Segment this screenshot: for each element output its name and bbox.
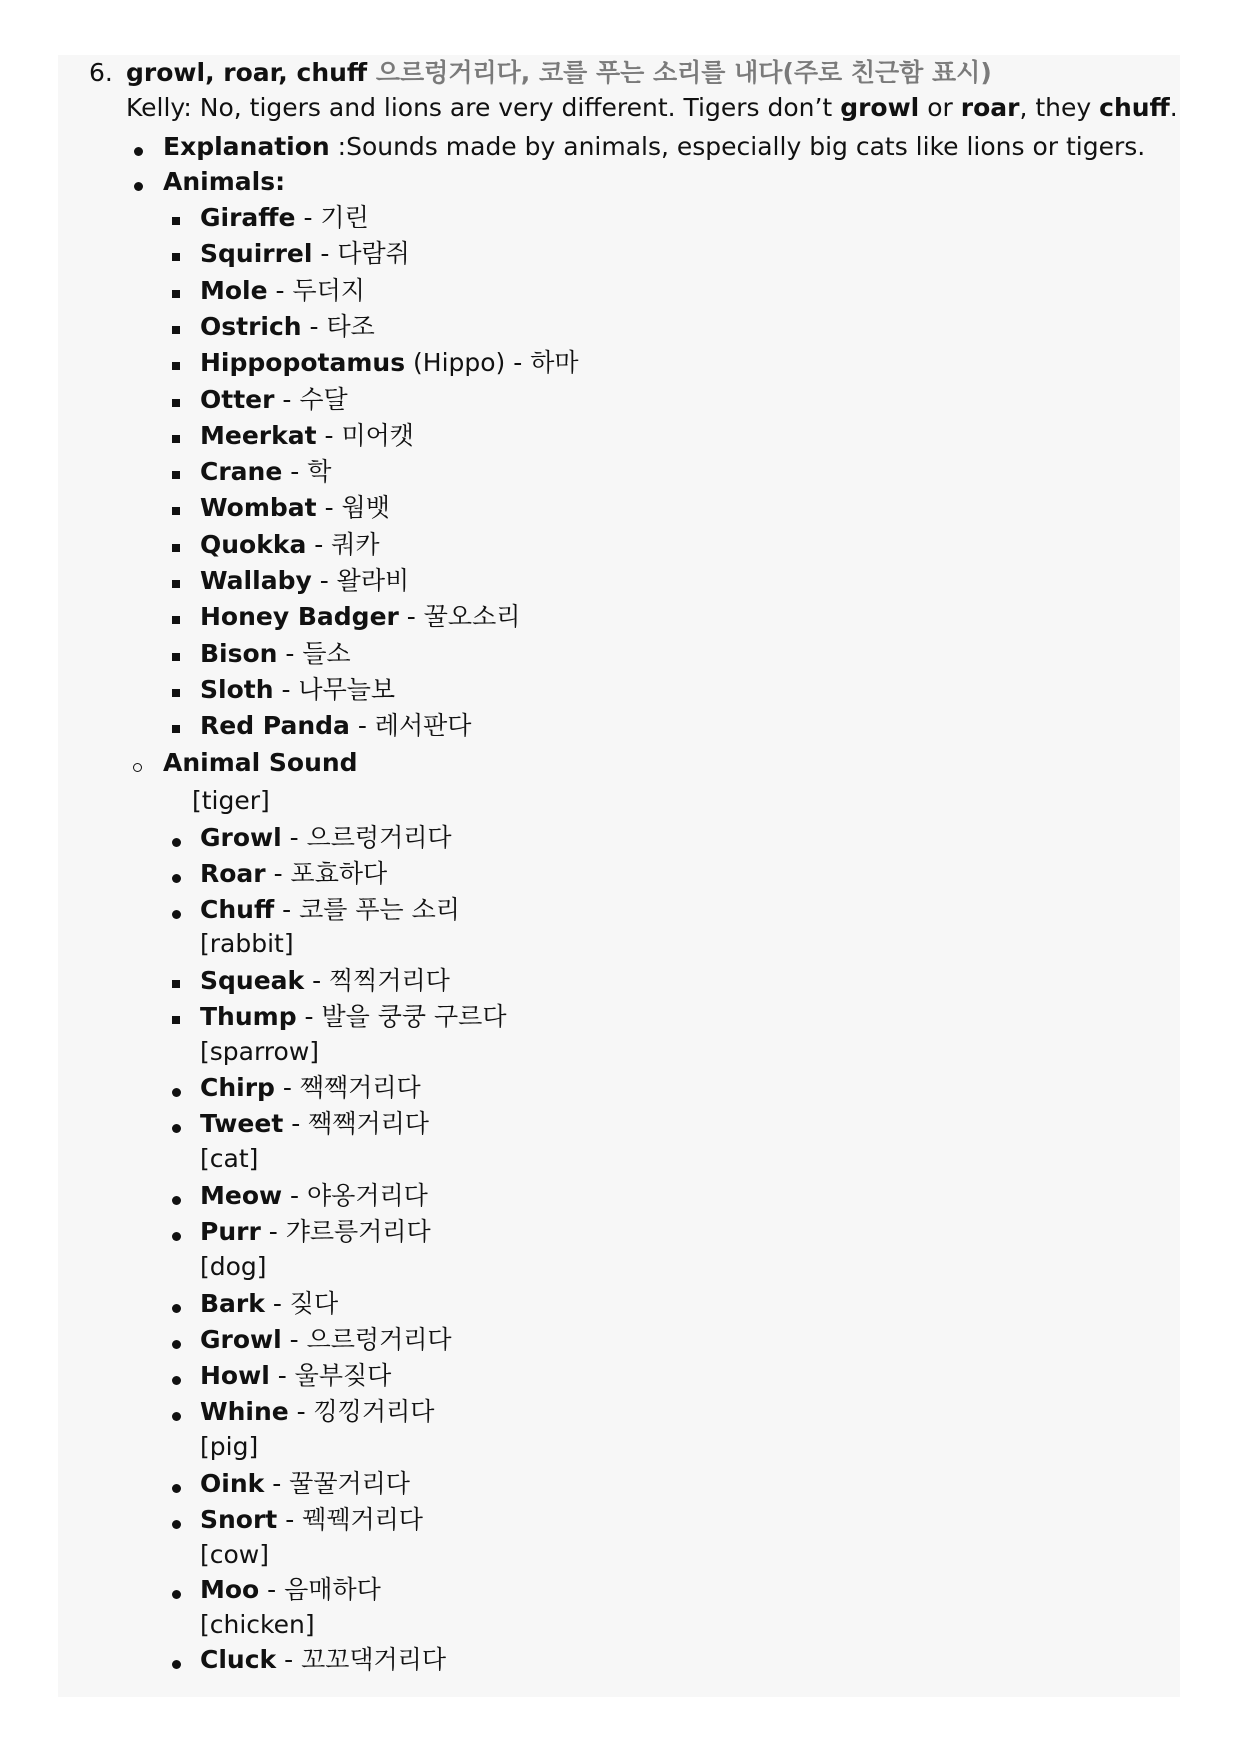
animal-name-ko: - 꿀오소리: [398, 602, 521, 631]
animal-list-item: [200, 312, 375, 342]
sound-ko: - 울부짖다: [269, 1361, 392, 1390]
bullet-square-icon: [172, 290, 180, 298]
animal-list-item: [200, 639, 351, 669]
bullet-dot-icon: [172, 1196, 181, 1205]
animal-name-ko: - 웜뱃: [316, 493, 390, 522]
sound-item-growl-dog: [200, 1325, 452, 1355]
animal-list-item: [200, 493, 390, 523]
sound-item-roar: [200, 859, 387, 889]
animal-name-en: Squirrel: [200, 239, 313, 268]
group-label-pig: [pig]: [200, 1432, 259, 1461]
animal-sound-label: Animal Sound: [163, 748, 358, 777]
sound-item-whine: [200, 1397, 434, 1427]
animal-name-en: Otter: [200, 385, 275, 414]
bullet-dot-icon: [172, 1376, 181, 1385]
sound-en: Purr: [200, 1217, 261, 1246]
bullet-dot-icon: [172, 1484, 181, 1493]
sound-item-chirp: [200, 1073, 421, 1103]
explanation-text: :Sounds made by animals, especially big cats like lions or tigers.: [329, 132, 1146, 161]
animal-name-en: Giraffe: [200, 203, 296, 232]
bullet-dot-icon: [172, 1124, 181, 1133]
animal-name-ko: - 미어캣: [316, 421, 414, 450]
animal-name-en: Mole: [200, 276, 268, 305]
animal-name-ko: - 왈라비: [311, 566, 410, 595]
sound-ko: - 으르렁거리다: [281, 823, 452, 852]
sound-item-thump: [200, 1002, 506, 1032]
sound-ko: - 꿱꿱거리다: [277, 1505, 423, 1534]
bullet-square-icon: [172, 217, 180, 225]
sound-ko: - 음매하다: [259, 1575, 381, 1604]
animal-name-en: Honey Badger: [200, 602, 399, 631]
sound-item-oink: [200, 1469, 410, 1499]
section-title-ko: 으르렁거리다, 코를 푸는 소리를 내다(주로 친근함 표시): [367, 58, 992, 87]
bullet-square-icon: [172, 507, 180, 515]
group-label-cow: [cow]: [200, 1540, 269, 1569]
group-label-rabbit: [rabbit]: [200, 929, 294, 958]
sound-en: Thump: [200, 1002, 297, 1031]
dialogue-text-2: or: [919, 93, 961, 122]
bullet-dot-icon: [172, 838, 181, 847]
explanation-label: Explanation: [163, 132, 330, 161]
sound-item-chuff: [200, 895, 460, 925]
animal-name-ko: - 두더지: [267, 276, 365, 305]
sound-en: Snort: [200, 1505, 278, 1534]
sound-en: Bark: [200, 1289, 265, 1318]
bullet-square-icon: [172, 980, 180, 988]
animal-name-en: Red Panda: [200, 711, 350, 740]
sound-en: Tweet: [200, 1109, 284, 1138]
animal-name-ko: - 들소: [277, 639, 351, 668]
animal-name-ko: - 다람쥐: [312, 239, 410, 268]
sound-item-bark: [200, 1289, 338, 1319]
animal-list-item: [200, 203, 369, 233]
bullet-dot-icon: [172, 1340, 181, 1349]
bullet-square-icon: [172, 544, 180, 552]
sound-ko: - 꼬꼬댁거리다: [276, 1645, 446, 1674]
group-label-tiger: [tiger]: [192, 786, 270, 815]
dialogue-word-growl: growl: [840, 93, 920, 122]
animal-name-en: Meerkat: [200, 421, 317, 450]
sound-item-squeak: [200, 966, 450, 996]
animal-name-en: Sloth: [200, 675, 274, 704]
bullet-dot-icon: [172, 1412, 181, 1421]
sound-item-tweet: [200, 1109, 429, 1139]
sound-ko: - 짖다: [264, 1289, 339, 1318]
sound-ko: - 야옹거리다: [282, 1181, 428, 1210]
animal-name-en: Ostrich: [200, 312, 302, 341]
sound-en: Squeak: [200, 966, 305, 995]
sound-en: Chuff: [200, 895, 275, 924]
section-number: 6.: [89, 58, 113, 87]
sound-item-purr: [200, 1217, 431, 1247]
animal-name-ko: - 타조: [301, 312, 375, 341]
animal-list-item: [200, 276, 365, 306]
animal-name-en: Bison: [200, 639, 278, 668]
sound-item-moo: [200, 1575, 381, 1605]
sound-ko: - 꿀꿀거리다: [264, 1469, 410, 1498]
bullet-dot-icon: [172, 910, 181, 919]
bullet-dot-icon: [134, 147, 143, 156]
section-title-en: growl, roar, chuff: [126, 58, 368, 87]
animal-list-item: [200, 675, 395, 705]
animal-list-item: [200, 385, 348, 415]
animal-list-item: [200, 566, 409, 596]
sound-en: Roar: [200, 859, 266, 888]
sound-en: Moo: [200, 1575, 260, 1604]
sound-item-snort: [200, 1505, 423, 1535]
animal-list-item: [200, 711, 471, 741]
animal-name-ko: - 학: [282, 457, 332, 486]
sound-en: Cluck: [200, 1645, 277, 1674]
bullet-square-icon: [172, 362, 180, 370]
bullet-square-icon: [172, 326, 180, 334]
sound-item-howl: [200, 1361, 391, 1391]
bullet-square-icon: [172, 616, 180, 624]
bullet-dot-icon: [172, 1232, 181, 1241]
sound-ko: - 찍찍거리다: [304, 966, 450, 995]
bullet-dot-icon: [172, 874, 181, 883]
dialogue-word-roar: roar: [960, 93, 1020, 122]
group-label-sparrow: [sparrow]: [200, 1037, 320, 1066]
animal-name-ko: - 레서판다: [349, 711, 472, 740]
sound-ko: - 짹짹거리다: [283, 1109, 429, 1138]
group-label-dog: [dog]: [200, 1252, 267, 1281]
sound-en: Meow: [200, 1181, 283, 1210]
animal-name-ko: - 하마: [505, 348, 579, 377]
sound-ko: - 코를 푸는 소리: [274, 895, 460, 924]
sound-item-cluck: [200, 1645, 446, 1675]
animal-name-en: Crane: [200, 457, 283, 486]
bullet-square-icon: [172, 253, 180, 261]
sound-ko: - 낑낑거리다: [288, 1397, 435, 1426]
animal-name-ko: - 쿼카: [306, 530, 380, 559]
animal-list-item: [200, 421, 414, 451]
bullet-dot-icon: [172, 1660, 181, 1669]
bullet-circle-icon: [133, 763, 142, 772]
sound-ko: - 갸르릉거리다: [260, 1217, 431, 1246]
animals-label: Animals:: [163, 167, 286, 196]
animal-name-en: Hippopotamus: [200, 348, 406, 377]
bullet-square-icon: [172, 689, 180, 697]
bullet-square-icon: [172, 471, 180, 479]
sound-en: Chirp: [200, 1073, 275, 1102]
dialogue-text-4: .: [1169, 93, 1178, 122]
animal-list-item: [200, 602, 520, 632]
sound-en: Oink: [200, 1469, 265, 1498]
dialogue-line: [126, 93, 1178, 123]
animal-name-en: Quokka: [200, 530, 307, 559]
sound-item-meow: [200, 1181, 428, 1211]
bullet-dot-icon: [134, 182, 143, 191]
animal-name-en: Wallaby: [200, 566, 312, 595]
sound-en: Growl: [200, 823, 282, 852]
sound-ko: - 포효하다: [265, 859, 388, 888]
animal-name-ko: - 기린: [295, 203, 369, 232]
bullet-dot-icon: [172, 1590, 181, 1599]
sound-en: Whine: [200, 1397, 289, 1426]
animal-name-extra: (Hippo): [405, 348, 506, 377]
bullet-dot-icon: [172, 1304, 181, 1313]
bullet-dot-icon: [172, 1520, 181, 1529]
group-label-chicken: [chicken]: [200, 1610, 315, 1639]
sound-item-growl: [200, 823, 452, 853]
animal-list-item: [200, 530, 380, 560]
dialogue-text-1: Kelly: No, tigers and lions are very different. Tigers don’t: [126, 93, 841, 122]
sound-ko: - 으르렁거리다: [281, 1325, 452, 1354]
dialogue-word-chuff: chuff: [1099, 93, 1170, 122]
sound-ko: - 짹짹거리다: [274, 1073, 421, 1102]
bullet-dot-icon: [172, 1088, 181, 1097]
bullet-square-icon: [172, 725, 180, 733]
section-title: [126, 58, 992, 88]
bullet-square-icon: [172, 1016, 180, 1024]
animal-list-item: [200, 239, 410, 269]
bullet-square-icon: [172, 580, 180, 588]
animal-list-item: [200, 348, 579, 378]
bullet-square-icon: [172, 653, 180, 661]
group-label-cat: [cat]: [200, 1144, 259, 1173]
animal-list-item: [200, 457, 331, 487]
animal-name-ko: - 수달: [274, 385, 348, 414]
bullet-square-icon: [172, 399, 180, 407]
animal-name-en: Wombat: [200, 493, 317, 522]
sound-en: Howl: [200, 1361, 270, 1390]
animal-name-ko: - 나무늘보: [273, 675, 396, 704]
explanation-line: [163, 132, 1145, 162]
sound-ko: - 발을 쿵쿵 구르다: [296, 1002, 507, 1031]
bullet-square-icon: [172, 435, 180, 443]
sound-en: Growl: [200, 1325, 282, 1354]
dialogue-text-3: , they: [1019, 93, 1100, 122]
